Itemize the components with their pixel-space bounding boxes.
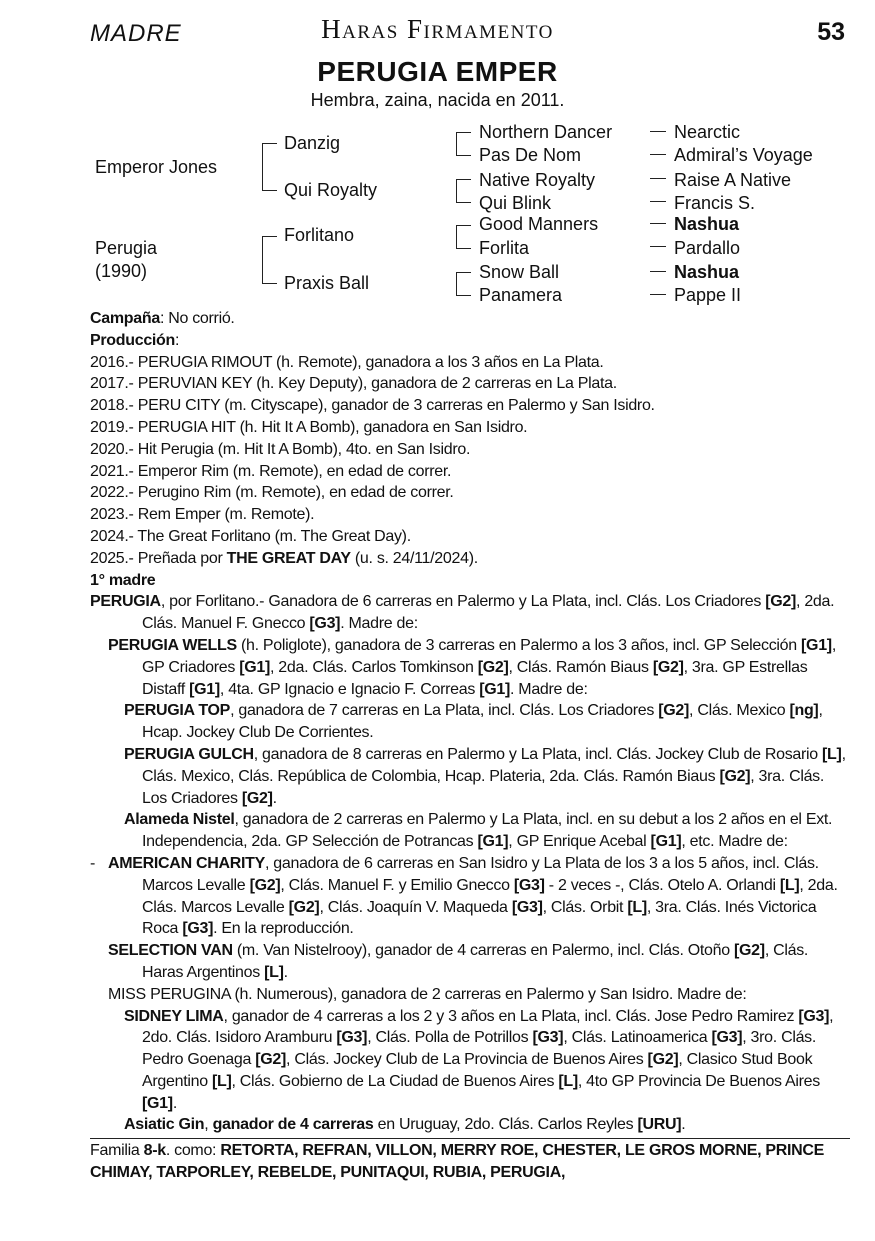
pedigree-bracket [262,236,277,284]
produccion-heading: Producción: [90,331,180,349]
entry-bold-text: ganador de 4 carreras [212,1116,374,1134]
entry-bold-text: [G3] [711,1029,743,1047]
entry-text: , Clás. Orbit [542,898,628,916]
entry-text: , Hcap. Jockey Club De Corrientes. [142,702,823,742]
produccion-item: 2021.- Emperor Rim (m. Remote), en edad de correr. [90,462,452,480]
haras-title: Haras Firmamento [321,14,554,44]
entry-text: - 2 veces -, Clás. Otelo A. Orlandi [544,876,780,894]
dam-entry [90,700,850,744]
entry-text: en Uruguay, 2do. Clás. Carlos Reyles [373,1116,638,1134]
dam-entry [90,1006,850,1115]
pedigree-bracket [456,132,471,156]
entry-text: , 3ra. GP Estrellas Distaff [142,658,808,698]
entry-bold-text: [L] [211,1072,232,1090]
entry-bold-text: [L] [558,1072,578,1090]
entry-text: , Clás. Haras Argentinos [142,942,809,981]
entry-text: (h. Poliglote), ganadora de 3 carreras en Palermo a los 3 años, incl. GP Selección [236,636,802,654]
pedigree-dash [650,131,666,132]
pedigree-dash [650,201,666,202]
entry-text: , GP Enrique Acebal [508,833,651,851]
familia-number: 8-k [143,1142,166,1160]
pedigree-gen3: Native Royalty [479,170,596,190]
entry-bold-text: [G2] [241,789,273,807]
campana-label: Campaña [90,310,160,327]
entry-bold-text: [G2] [477,658,509,676]
entry-text: , etc. Madre de: [681,833,788,851]
pedigree-gen2: Qui Royalty [284,180,378,200]
entry-text: , Clás. Polla de Potrillos [367,1029,533,1047]
entry-bold-text: [G3] [511,898,543,916]
entry-text: . En la reproducción. [213,920,354,938]
entry-text: , 3ro. Clás. Pedro Goenaga [142,1029,817,1069]
pedigree-dash [650,223,666,224]
pedigree-gen3: Pas De Nom [479,145,582,165]
pedigree-gen4: Raise A Native [674,170,792,190]
pedigree-gen4: Nashua [674,214,740,234]
pedigree-sire: Emperor Jones [95,157,218,177]
pedigree-dash [650,154,666,155]
entry-dash: - [90,854,96,872]
entry-bold-text: [G1] [479,680,510,698]
pedigree-gen3: Panamera [479,285,563,305]
dam-entry [90,940,850,984]
dam-entry [90,591,850,635]
horse-description: Hembra, zaina, nacida en 2011. [310,90,565,110]
dam-entry [90,853,850,940]
page-number: 53 [817,18,845,46]
entry-text: , ganadora de 7 carreras en La Plata, incl. Clás. Los Criadores [230,702,659,720]
entry-bold-text: [G3] [182,920,214,938]
entry-bold-text: [G1] [477,833,509,851]
entry-bold-text: [G3] [532,1029,564,1047]
entry-bold-text: [G2] [249,876,281,894]
entry-bold-text: [G2] [288,898,320,916]
entry-bold-text: [G1] [801,636,832,654]
pedigree-gen2: Forlitano [284,225,355,245]
entry-text: . [681,1116,686,1134]
produccion-item: 2024.- The Great Forlitano (m. The Great Day). [90,527,411,545]
pedigree-bracket [262,143,277,191]
produccion-item: 2025.- Preñada por THE GREAT DAY (u. s. 24/11/2024). [90,549,478,567]
entry-bold-text: [L] [779,876,800,894]
entry-bold-text: PERUGIA TOP [124,702,231,720]
entry-text: , Clás. Jockey Club de La Provincia de Buenos Aires [286,1051,648,1069]
dam-entry [90,635,850,700]
entry-text: , Clás. Manuel F. y Emilio Gnecco [280,876,514,894]
entry-text: , ganadora de 6 carreras en San Isidro y La Plata de los 3 a los 5 años, incl. Clás. Marcos Levalle [142,854,819,894]
entry-text: , 4ta. GP Ignacio e Ignacio F. Correas [219,680,480,698]
entry-bold-text: [G3] [336,1029,368,1047]
entry-text: , GP Criadores [142,636,836,676]
entry-text: . Madre de: [510,680,588,698]
produccion-item: 2016.- PERUGIA RIMOUT (h. Remote), ganadora a los 3 años en La Plata. [90,353,604,371]
pedigree-gen4: Admiral’s Voyage [674,145,813,165]
entry-text: , Clás. Latinoamerica [563,1029,712,1047]
pedigree-gen3: Good Manners [479,214,599,234]
entry-text: , 2da. Clás. Carlos Tomkinson [270,658,478,676]
pedigree-gen3: Snow Ball [479,262,560,282]
entry-text: , Clás. Joaquín V. Maqueda [319,898,512,916]
entry-bold-text: [G2] [734,942,765,960]
familia-names: RETORTA, REFRAN, VILLON, MERRY ROE, CHESTER, LE GROS MORNE, PRINCE CHIMAY, TARPORLEY, REBELDE, PUNITAQUI, RUBIA, PERUGIA, [90,1142,825,1182]
entry-bold-text: [G1] [239,658,270,676]
produccion-item: 2023.- Rem Emper (m. Remote). [90,506,315,524]
entry-bold-text: [G1] [650,833,682,851]
familia-line: Familia 8-k. como: RETORTA, REFRAN, VILLON, MERRY ROE, CHESTER, LE GROS MORNE, PRINCE CHIMAY, TARPORLEY, REBELDE, PUNITAQUI, RUBIA, PERUGIA, [90,1138,850,1184]
entry-text: , Clás. Mexico, Clás. República de Colombia, Hcap. Plateria, 2da. Clás. Ramón Biaus [142,745,846,785]
pedigree-gen4: Francis S. [674,193,756,213]
campana-line [90,308,850,330]
entry-text: , por Forlitano.- Ganadora de 6 carreras en Palermo y La Plata, incl. Clás. Los Criadores [160,593,766,611]
entry-text: , 3ra. Clás. Los Criadores [142,767,825,807]
pedigree-dash [650,246,666,247]
entry-text: , ganadora de 2 carreras en Palermo y La Plata, incl. en su debut a los 2 años en el Ext. Independencia, 2da. GP Selección de Potrancas [142,811,833,851]
entry-text: (m. Van Nistelrooy), ganador de 4 carreras en Palermo, incl. Clás. Otoño [232,942,734,960]
entry-text: , [204,1116,213,1134]
entry-bold-text: [ng] [789,702,819,720]
entry-bold-text: [G2] [658,702,690,720]
dam-entry [90,809,850,853]
pedigree-gen4: Pardallo [674,238,741,258]
entry-text: , 4to GP Provincia De Buenos Aires [577,1072,820,1090]
entry-bold-text: [G1] [189,680,220,698]
entry-bold-text: [G3] [309,615,341,633]
entry-bold-text: [G3] [798,1007,830,1025]
dam-line-entries [90,591,850,1136]
section-label: MADRE [90,20,182,47]
produccion-item: 2018.- PERU CITY (m. Cityscape), ganador de 3 carreras en Palermo y San Isidro. [90,397,655,415]
entry-text: MISS PERUGINA (h. Numerous), ganadora de 2 carreras en Palermo y San Isidro. Madre de: [108,985,747,1003]
produccion-item: 2017.- PERUVIAN KEY (h. Key Deputy), ganadora de 2 carreras en La Plata. [90,375,617,393]
entry-bold-text: [L] [822,745,842,763]
entry-bold-text: SELECTION VAN [108,942,233,960]
pedigree-dam-year: (1990) [95,261,148,281]
entry-text: , Clás. Ramón Biaus [508,658,653,676]
pedigree-gen2: Praxis Ball [284,273,370,293]
produccion-label: Producción [90,331,176,349]
produccion-item: 2020.- Hit Perugia (m. Hit It A Bomb), 4to. en San Isidro. [90,440,471,458]
entry-text: , 2da. Clás. Manuel F. Gnecco [142,593,835,633]
pedigree-gen4: Nearctic [674,122,741,142]
entry-bold-text: [G2] [719,767,751,785]
campana-text: : No corrió. [159,310,235,327]
dam-entry [90,1114,850,1136]
entry-bold-text: [G1] [142,1094,173,1112]
entry-text: , ganadora de 8 carreras en Palermo y La Plata, incl. Clás. Jockey Club de Rosario [253,745,823,763]
entry-bold-text: SIDNEY LIMA [124,1007,224,1025]
entry-bold-text: [G2] [255,1051,287,1069]
produccion-list [90,352,850,570]
pedigree-bracket [456,179,471,203]
pedigree-bracket [456,225,471,249]
primera-madre-heading: 1° madre [90,571,156,589]
entry-text: , Clás. Gobierno de La Ciudad de Buenos Aires [231,1072,559,1090]
entry-bold-text: Alameda Nistel [124,811,235,829]
entry-bold-text: PERUGIA WELLS [108,636,237,654]
pedigree-gen4: Pappe II [674,285,742,305]
pedigree-gen2: Danzig [284,133,341,153]
entry-bold-text: [G2] [765,593,797,611]
pedigree-gen3: Forlita [479,238,530,258]
dam-entry [90,984,850,1006]
entry-bold-text: PERUGIA [90,593,161,611]
pedigree-dash [650,271,666,272]
entry-text: . [172,1094,177,1112]
entry-text: , ganador de 4 carreras a los 2 y 3 años en La Plata, incl. Clás. Jose Pedro Ramirez [223,1007,799,1025]
produccion-item: 2022.- Perugino Rim (m. Remote), en edad de correr. [90,484,454,502]
entry-text: , Clasico Stud Book Argentino [142,1051,813,1090]
entry-text: , 2do. Clás. Isidoro Aramburu [142,1007,834,1047]
entry-bold-text: [G2] [647,1051,679,1069]
dam-entry [90,744,850,809]
entry-text: , 2da. Clás. Marcos Levalle [142,876,838,916]
covering-sire: THE GREAT DAY [226,549,351,567]
pedigree-dash [650,178,666,179]
pedigree-dash [650,294,666,295]
catalog-body [90,308,850,1184]
entry-text: . [272,789,277,807]
entry-bold-text: PERUGIA GULCH [124,745,254,763]
entry-text: . Madre de: [340,615,418,633]
entry-text: . [283,963,288,981]
entry-bold-text: [URU] [637,1116,682,1134]
entry-bold-text: [G2] [652,658,684,676]
pedigree-gen4: Nashua [674,262,740,282]
pedigree-dam: Perugia [95,238,158,258]
entry-bold-text: [L] [627,898,647,916]
entry-text: , Clás. Mexico [689,702,790,720]
horse-name: PERUGIA EMPER [317,56,558,87]
entry-bold-text: AMERICAN CHARITY [108,854,265,872]
pedigree-gen3: Qui Blink [479,193,552,213]
produccion-item: 2019.- PERUGIA HIT (h. Hit It A Bomb), ganadora en San Isidro. [90,418,528,436]
pedigree-gen3: Northern Dancer [479,122,613,142]
entry-bold-text: Asiatic Gin [124,1116,205,1134]
entry-bold-text: [G3] [513,876,545,894]
entry-bold-text: [L] [264,963,284,981]
pedigree-bracket [456,272,471,296]
entry-text: , 3ra. Clás. Inés Victorica Roca [142,898,817,938]
